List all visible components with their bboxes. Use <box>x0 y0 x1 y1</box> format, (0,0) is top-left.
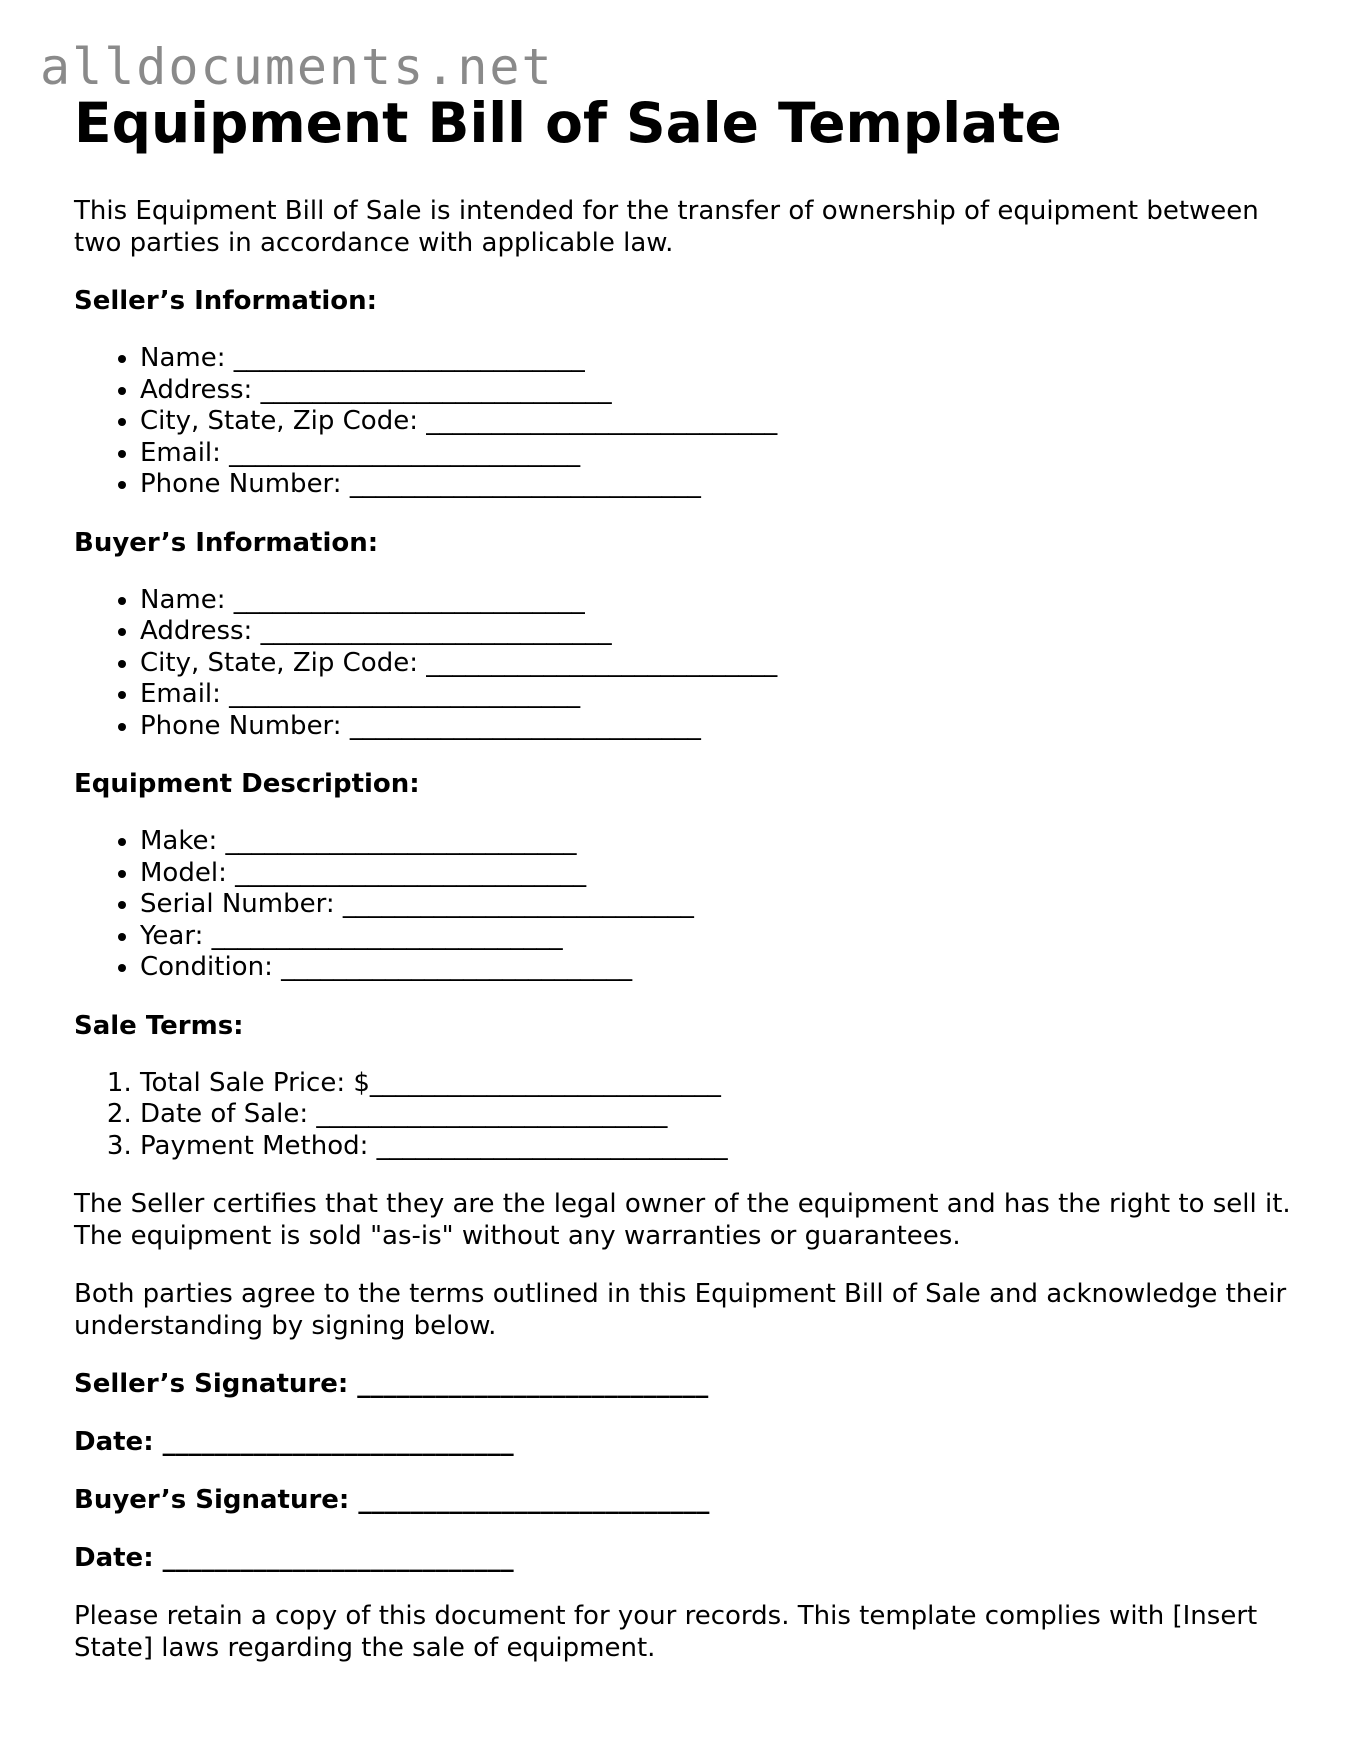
buyer-name-field: • Name: ___________________________ <box>140 585 1294 617</box>
seller-city-state-zip-field: • City, State, Zip Code: ___________________________ <box>140 406 1294 438</box>
closing-paragraph: Please retain a copy of this document for your records. This template complies with [Insert State] laws regarding the sale of equipment. <box>74 1601 1258 1664</box>
buyer-date-line: Date: ___________________________ <box>74 1543 514 1574</box>
equipment-list <box>74 826 1294 984</box>
intro-paragraph: This Equipment Bill of Sale is intended for the transfer of ownership of equipment between two parties in accordance with applicable law. <box>74 196 1259 259</box>
watermark: alldocuments.net <box>40 38 554 96</box>
sale-date-field: 2. Date of Sale: ___________________________ <box>140 1099 1294 1131</box>
certification-paragraph: The Seller certifies that they are the legal owner of the equipment and has the right to sell it. The equipment is sold "as-is" without any warranties or guarantees. <box>74 1189 1291 1252</box>
seller-email-field: • Email: ___________________________ <box>140 438 1294 470</box>
buyer-info-list <box>74 585 1294 743</box>
equipment-make-field: • Make: ___________________________ <box>140 826 1294 858</box>
sale-terms-list <box>74 1068 1294 1163</box>
sale-price-field: 1. Total Sale Price: $___________________________ <box>140 1068 1294 1100</box>
equipment-heading: Equipment Description: <box>74 769 420 800</box>
equipment-model-field: • Model: ___________________________ <box>140 858 1294 890</box>
buyer-phone-field: • Phone Number: ___________________________ <box>140 711 1294 743</box>
payment-method-field: 3. Payment Method: ___________________________ <box>140 1131 1294 1163</box>
document-page <box>74 92 1294 1664</box>
equipment-condition-field: • Condition: ___________________________ <box>140 952 1294 984</box>
page-title: Equipment Bill of Sale Template <box>74 91 1062 155</box>
buyer-address-field: • Address: ___________________________ <box>140 616 1294 648</box>
seller-phone-field: • Phone Number: ___________________________ <box>140 469 1294 501</box>
seller-info-heading: Seller’s Information: <box>74 286 378 317</box>
buyer-email-field: • Email: ___________________________ <box>140 679 1294 711</box>
buyer-signature-line: Buyer’s Signature: ___________________________ <box>74 1485 710 1516</box>
equipment-serial-field: • Serial Number: ___________________________ <box>140 889 1294 921</box>
buyer-info-heading: Buyer’s Information: <box>74 527 379 558</box>
agreement-paragraph: Both parties agree to the terms outlined in this Equipment Bill of Sale and acknowledge their understanding by signing below. <box>74 1279 1287 1342</box>
buyer-city-state-zip-field: • City, State, Zip Code: ___________________________ <box>140 648 1294 680</box>
seller-name-field: • Name: ___________________________ <box>140 343 1294 375</box>
seller-signature-line: Seller’s Signature: ___________________________ <box>74 1369 709 1400</box>
seller-address-field: • Address: ___________________________ <box>140 375 1294 407</box>
seller-info-list <box>74 343 1294 501</box>
seller-date-line: Date: ___________________________ <box>74 1427 514 1458</box>
sale-terms-heading: Sale Terms: <box>74 1010 244 1041</box>
equipment-year-field: • Year: ___________________________ <box>140 921 1294 953</box>
